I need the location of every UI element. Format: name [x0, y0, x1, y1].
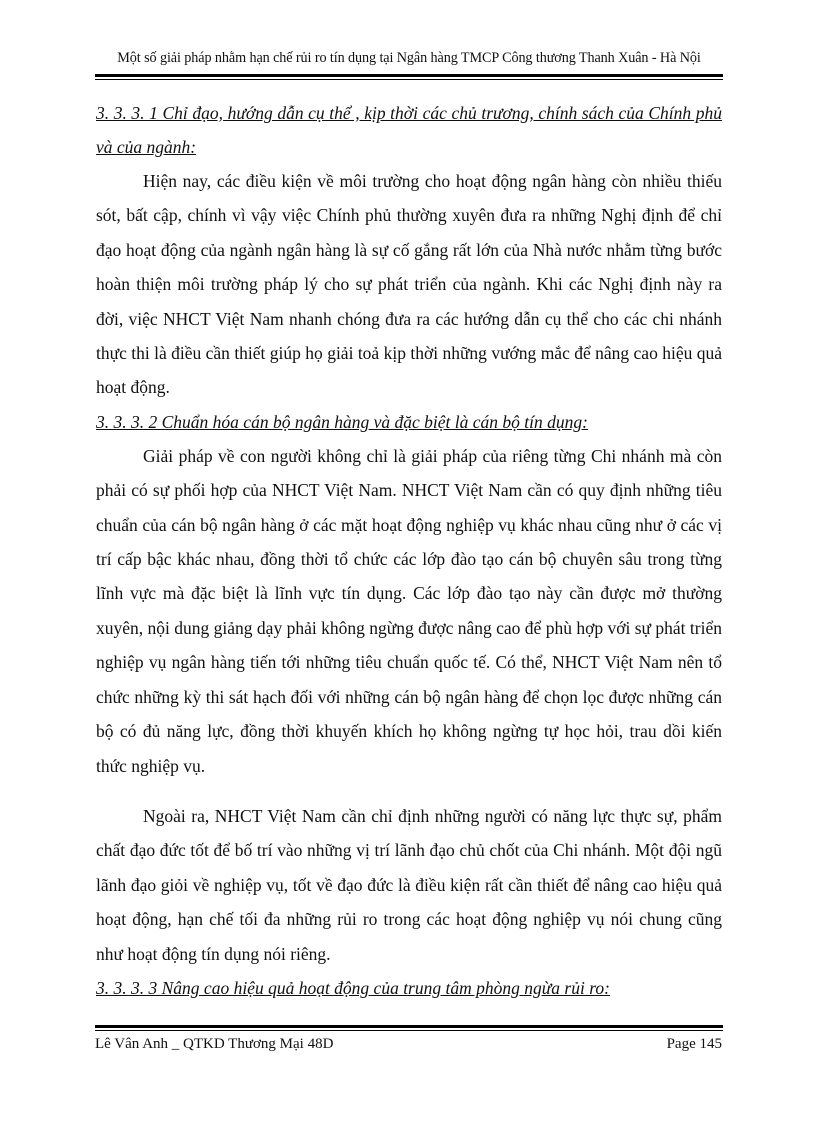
- paragraph: Ngoài ra, NHCT Việt Nam cần chỉ định những người có năng lực thực sự, phẩm chất đạo đức tốt để bố trí vào những vị trí lãnh đạo chủ chốt của Chi nhánh. Một đội ngũ lãnh đạo giỏi về nghiệp vụ, tốt về đạo đức là điều kiện rất cần thiết để nâng cao hiệu quả hoạt động, hạn chế tối đa những rủi ro trong các hoạt động nghiệp vụ nói chung cũng như hoạt động tín dụng nói riêng.: [96, 805, 722, 964]
- paragraph: Hiện nay, các điều kiện về môi trường cho hoạt động ngân hàng còn nhiều thiếu sót, bất cập, chính vì vậy việc Chính phủ thường xuyên đưa ra những Nghị định để chỉ đạo hoạt động của ngành ngân hàng là sự cố gắng rất lớn của Nhà nước nhằm từng bước hoàn thiện môi trường pháp lý cho sự phát triển của ngành. Khi các Nghị định này ra đời, việc NHCT Việt Nam nhanh chóng đưa ra các hướng dẫn cụ thể cho các chi nhánh thực thi là điều cần thiết giúp họ giải toả kịp thời những vướng mắc để nâng cao hiệu quả hoạt động.: [96, 171, 722, 398]
- footer-rule-thin: [95, 1030, 723, 1031]
- page-body: [96, 96, 722, 1005]
- running-header: Một số giải pháp nhằm hạn chế rủi ro tín dụng tại Ngân hàng TMCP Công thương Thanh Xuân - Hà Nội: [117, 50, 701, 66]
- section-heading-3-3-3-2: 3. 3. 3. 2 Chuẩn hóa cán bộ ngân hàng và đặc biệt là cán bộ tín dụng:: [96, 411, 588, 432]
- footer-rule-thick: [95, 1025, 723, 1028]
- header-rule-thin: [95, 79, 723, 80]
- header-rule-thick: [95, 74, 723, 77]
- footer-author: Lê Vân Anh _ QTKD Thương Mại 48D: [95, 1036, 334, 1052]
- paragraph-gap: [96, 783, 722, 799]
- paragraph: Giải pháp về con người không chỉ là giải pháp của riêng từng Chi nhánh mà còn phải có sự phối hợp của NHCT Việt Nam. NHCT Việt Nam cần có quy định những tiêu chuẩn của cán bộ ngân hàng ở các mặt hoạt động nghiệp vụ khác nhau cũng như ở các vị trí cấp bậc khác nhau, đồng thời tổ chức các lớp đào tạo cán bộ chuyên sâu trong từng lĩnh vực mà đặc biệt là lĩnh vực tín dụng. Các lớp đào tạo này cần được mở thường xuyên, nội dung giảng dạy phải không ngừng được nâng cao để phù hợp với sự phát triển nghiệp vụ ngân hàng tiến tới những tiêu chuẩn quốc tế. Có thể, NHCT Việt Nam nên tổ chức những kỳ thi sát hạch đối với những cán bộ ngân hàng để chọn lọc được những cán bộ có đủ năng lực, đồng thời khuyến khích họ không ngừng tự học hỏi, trau dồi kiến thức nghiệp vụ.: [96, 445, 722, 776]
- section-heading-3-3-3-3: 3. 3. 3. 3 Nâng cao hiệu quả hoạt động của trung tâm phòng ngừa rủi ro:: [96, 977, 610, 998]
- page-number: Page 145: [666, 1036, 722, 1052]
- section-heading-3-3-3-1: 3. 3. 3. 1 Chỉ đạo, hướng dẫn cụ thể , kịp thời các chủ trương, chính sách của Chính phủ và của ngành:: [96, 103, 722, 157]
